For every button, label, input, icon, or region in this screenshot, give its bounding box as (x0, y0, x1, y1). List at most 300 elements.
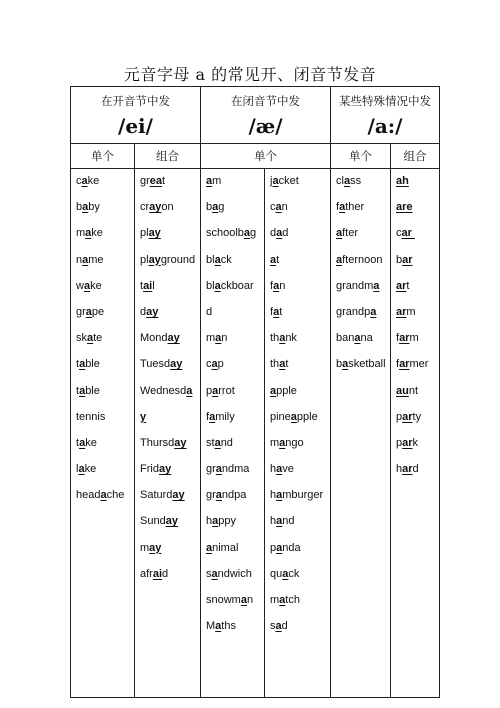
word-part: gr (76, 305, 86, 318)
word-item (270, 356, 330, 382)
word-part: che (106, 489, 125, 502)
word-item (76, 487, 134, 513)
word-part: pl (140, 227, 149, 240)
subheader-open-single: 单个 (71, 144, 135, 169)
word-part: m (76, 227, 86, 240)
word-item (336, 173, 390, 199)
word-part: rrot (218, 384, 235, 397)
word-part: f (206, 410, 210, 423)
highlighted-letters: ay (170, 358, 183, 371)
highlighted-letters: ar (402, 410, 413, 423)
word-item (140, 199, 200, 225)
column-open-single (71, 169, 135, 698)
word-item (140, 304, 200, 330)
word-item (206, 252, 264, 278)
word-part: nda (282, 541, 301, 554)
word-item (76, 409, 134, 435)
word-part: n (76, 253, 83, 266)
word-item (396, 199, 439, 225)
word-part: pl (140, 253, 149, 266)
highlighted-letters: a (85, 305, 92, 318)
column-open-combo (135, 169, 201, 698)
subheader-special-combo: 组合 (391, 144, 440, 169)
word-part: d (281, 620, 288, 633)
word-item (396, 304, 439, 330)
word-part: pple (276, 384, 297, 397)
highlighted-letters: a (270, 253, 277, 266)
word-part: th (270, 332, 280, 345)
highlighted-letters: ay (172, 489, 185, 502)
word-part: cr (140, 201, 150, 214)
word-part: snowm (206, 594, 241, 606)
word-item (140, 513, 200, 539)
word-part: l (76, 463, 79, 476)
word-part: ban (336, 332, 355, 345)
word-item (206, 540, 264, 566)
highlighted-letters: a (276, 515, 283, 528)
word-part: gr (206, 489, 216, 502)
highlighted-letters: ar (399, 358, 410, 371)
column-special-combo (391, 169, 440, 698)
word-item (396, 409, 439, 435)
highlighted-letters: a (211, 358, 218, 371)
highlighted-letters: a (336, 227, 343, 240)
word-item (396, 252, 439, 278)
word-item (206, 356, 264, 382)
highlighted-letters: ar (402, 253, 413, 266)
highlighted-letters: a (212, 515, 219, 528)
word-item (336, 199, 390, 225)
word-part: by (88, 201, 100, 214)
word-part: bl (206, 253, 215, 266)
highlighted-letters: a (279, 332, 286, 345)
word-part: j (270, 175, 273, 187)
highlighted-letters: a (273, 279, 280, 292)
word-item (140, 252, 200, 278)
word-part: n (246, 594, 254, 606)
word-item (140, 383, 200, 409)
word-part: b (396, 253, 403, 266)
word-part: b (206, 201, 213, 214)
word-part: nd (220, 436, 233, 449)
highlighted-letters: a (215, 620, 222, 633)
subheader-closed-single: 单个 (201, 144, 331, 169)
highlighted-letters: a (276, 541, 283, 554)
word-part: c (270, 201, 276, 214)
highlighted-letters: ea (149, 175, 163, 187)
word-part: d (162, 567, 169, 580)
word-part: sk (76, 332, 87, 345)
word-list (331, 169, 390, 383)
section-ipa-special: /a:/ (367, 114, 403, 138)
word-part: k (412, 436, 419, 449)
word-part: grandm (336, 279, 374, 292)
highlighted-letters: ar (401, 227, 415, 240)
word-item (396, 278, 439, 304)
word-item (270, 540, 330, 566)
highlighted-letters: a (214, 279, 221, 292)
word-item (270, 225, 330, 251)
word-part: cket (278, 175, 299, 187)
word-part: f (270, 305, 274, 318)
vowel-table (70, 86, 440, 698)
word-item (76, 304, 134, 330)
highlighted-letters: a (79, 384, 86, 397)
word-part: ngo (285, 436, 304, 449)
highlighted-letters: ah (396, 175, 409, 187)
word-part: m (212, 175, 222, 187)
word-item (396, 435, 439, 461)
word-item (270, 435, 330, 461)
section-header-row (71, 87, 440, 144)
highlighted-letters: a (215, 332, 222, 345)
word-part: c (396, 227, 402, 240)
word-part: Thursd (140, 436, 175, 449)
word-item (206, 330, 264, 356)
highlighted-letters: a (79, 436, 86, 449)
word-part: d (270, 227, 277, 240)
word-item (76, 252, 134, 278)
word-part: b (76, 201, 83, 214)
highlighted-letters: a (279, 594, 286, 606)
word-part: nk (285, 332, 297, 345)
highlighted-letters: ay (165, 515, 178, 528)
word-part: p (396, 410, 403, 423)
word-part: p (217, 358, 224, 371)
highlighted-letters: a (279, 436, 286, 449)
word-item (140, 409, 200, 435)
word-part: st (206, 436, 215, 449)
highlighted-letters: ay (167, 332, 180, 345)
word-item (140, 173, 200, 199)
column-closed-single-a (201, 169, 265, 698)
highlighted-letters: a (373, 279, 380, 292)
highlighted-letters: ai (152, 567, 163, 580)
word-item (76, 199, 134, 225)
word-item (140, 225, 200, 251)
word-item (336, 278, 390, 304)
word-part: m (270, 594, 280, 606)
highlighted-letters: a (206, 175, 213, 187)
section-ipa-closed: /æ/ (248, 114, 283, 138)
word-part: M (206, 620, 216, 633)
word-list (201, 169, 264, 644)
word-part: m (409, 332, 419, 345)
word-item (206, 199, 264, 225)
word-part: fternoon (342, 253, 383, 266)
highlighted-letters: are (396, 201, 413, 214)
word-item (336, 225, 390, 251)
highlighted-letters: a (240, 594, 247, 606)
word-part: p (270, 541, 277, 554)
word-part: m (140, 541, 150, 554)
word-part: ndwich (217, 567, 252, 580)
word-item (140, 278, 200, 304)
word-part: afr (140, 567, 153, 580)
highlighted-letters: a (81, 175, 88, 187)
highlighted-letters: a (85, 227, 92, 240)
highlighted-letters: a (212, 384, 219, 397)
word-item (396, 173, 439, 199)
word-item (140, 566, 200, 592)
word-part: tennis (76, 410, 106, 423)
word-part: schoolb (206, 227, 244, 240)
word-part: d (412, 463, 419, 476)
word-item (270, 330, 330, 356)
section-label-closed: 在闭音节中发 (231, 94, 300, 108)
highlighted-letters: a (78, 463, 85, 476)
word-item (206, 513, 264, 539)
highlighted-letters: ar (402, 463, 413, 476)
column-special-single (331, 169, 391, 698)
word-part: gr (140, 175, 150, 187)
word-part: f (270, 279, 274, 292)
word-part: d (282, 227, 289, 240)
highlighted-letters: a (186, 384, 193, 397)
word-part: fter (342, 227, 359, 240)
word-part: f (336, 201, 340, 214)
word-part: t (276, 253, 280, 266)
subheader-row (71, 144, 440, 169)
highlighted-letters: ar (396, 279, 407, 292)
word-part: h (396, 463, 403, 476)
highlighted-letters: a (354, 332, 361, 345)
highlighted-letters: ay (174, 436, 187, 449)
highlighted-letters: a (215, 489, 222, 502)
word-part: gr (206, 463, 216, 476)
word-item (140, 487, 200, 513)
word-part: ke (87, 175, 100, 187)
word-item (206, 487, 264, 513)
word-part: b (336, 358, 343, 371)
word-part: Sund (140, 515, 166, 528)
word-item (396, 356, 439, 382)
word-part: l (152, 279, 155, 292)
word-part: f (396, 332, 400, 345)
highlighted-letters: a (370, 305, 377, 318)
subheader-special-single: 单个 (331, 144, 391, 169)
highlighted-letters: ar (396, 305, 407, 318)
word-part: m (406, 305, 416, 318)
highlighted-letters: a (243, 227, 251, 240)
word-part: on (161, 201, 174, 214)
word-part: qu (270, 567, 283, 580)
word-item (76, 383, 134, 409)
word-part: ble (85, 384, 100, 397)
word-part: ss (350, 175, 362, 187)
word-part: cl (336, 175, 344, 187)
word-part: nt (408, 384, 419, 397)
highlighted-letters: a (343, 175, 351, 187)
word-part: Frid (140, 463, 159, 476)
word-item (206, 173, 264, 199)
word-part: ke (84, 463, 97, 476)
word-part: ndpa (221, 489, 247, 502)
word-part: th (270, 358, 280, 371)
highlighted-letters: a (82, 201, 89, 214)
word-part: grandp (336, 305, 371, 318)
highlighted-letters: a (276, 227, 283, 240)
word-part: f (396, 358, 400, 371)
word-item (206, 566, 264, 592)
highlighted-letters: a (214, 253, 221, 266)
highlighted-letters: a (79, 358, 86, 371)
word-item (396, 225, 439, 251)
word-item (206, 618, 264, 644)
word-part: ckboar (220, 279, 254, 292)
highlighted-letters: a (100, 489, 107, 502)
highlighted-letters: ay (149, 541, 162, 554)
word-part: p (206, 384, 213, 397)
highlighted-letters: a (276, 463, 283, 476)
word-part: t (406, 279, 410, 292)
word-item (270, 278, 330, 304)
word-part: t (140, 279, 144, 292)
highlighted-letters: ar (399, 332, 410, 345)
word-list (135, 169, 200, 592)
word-item (336, 304, 390, 330)
word-item (270, 304, 330, 330)
highlighted-letters: y (140, 410, 147, 423)
highlighted-letters: ay (149, 201, 162, 214)
highlighted-letters: ay (148, 227, 161, 240)
highlighted-letters: a (214, 436, 221, 449)
word-item (336, 330, 390, 356)
word-part: c (76, 175, 82, 187)
highlighted-letters: a (342, 358, 349, 371)
word-part: ther (345, 201, 365, 214)
word-part: g (250, 227, 257, 240)
word-part: g (218, 201, 225, 214)
word-item (270, 409, 330, 435)
word-part: h (270, 489, 277, 502)
word-part: m (206, 332, 216, 345)
section-header-open (71, 87, 201, 144)
word-part: nimal (212, 541, 239, 554)
word-part: n (221, 332, 228, 345)
word-item (76, 435, 134, 461)
highlighted-letters: ar (402, 436, 413, 449)
word-item (270, 592, 330, 618)
word-item (396, 461, 439, 487)
word-item (206, 225, 264, 251)
word-part: sketball (348, 358, 386, 371)
word-part: ppy (218, 515, 236, 528)
word-part: d (206, 305, 213, 318)
word-item (76, 330, 134, 356)
word-item (270, 461, 330, 487)
word-item (76, 173, 134, 199)
word-part: ty (412, 410, 422, 423)
word-item (206, 304, 264, 330)
word-item (76, 461, 134, 487)
word-item (76, 356, 134, 382)
highlighted-letters: a (282, 567, 289, 580)
word-part: mer (409, 358, 429, 371)
word-part: m (270, 436, 280, 449)
word-part: mily (215, 410, 235, 423)
word-item (206, 435, 264, 461)
word-part: ke (91, 227, 103, 240)
word-item (270, 513, 330, 539)
highlighted-letters: a (276, 489, 283, 502)
word-item (270, 173, 330, 199)
word-part: bl (206, 279, 215, 292)
word-item (206, 409, 264, 435)
document-title: 元音字母 a 的常见开、闭音节发音 (123, 65, 377, 84)
word-item (140, 461, 200, 487)
word-part: s (270, 620, 276, 633)
word-part: ke (85, 436, 97, 449)
word-part: t (76, 358, 80, 371)
word-item (270, 383, 330, 409)
word-item (270, 252, 330, 278)
word-part: t (279, 305, 283, 318)
section-label-special: 某些特殊情况中发 (339, 94, 431, 108)
highlighted-letters: au (396, 384, 409, 397)
word-part: h (270, 463, 277, 476)
word-item (140, 540, 200, 566)
word-part: na (360, 332, 373, 345)
highlighted-letters: a (275, 201, 282, 214)
word-part: mburger (282, 489, 324, 502)
word-part: t (162, 175, 166, 187)
highlighted-letters: a (290, 410, 297, 423)
word-part: n (281, 201, 288, 214)
word-part: p (396, 436, 403, 449)
word-part: pple (296, 410, 318, 423)
word-item (270, 618, 330, 644)
word-part: t (76, 436, 80, 449)
highlighted-letters: a (339, 201, 346, 214)
word-part: c (206, 358, 212, 371)
word-list (391, 169, 439, 487)
word-part: me (88, 253, 104, 266)
word-item (206, 592, 264, 618)
word-part: pe (91, 305, 105, 318)
word-part: te (93, 332, 103, 345)
word-item (140, 356, 200, 382)
word-part: nd (282, 515, 295, 528)
highlighted-letters: a (270, 384, 277, 397)
word-part: h (206, 515, 213, 528)
highlighted-letters: a (273, 305, 280, 318)
word-part: ck (288, 567, 300, 580)
word-item (206, 383, 264, 409)
highlighted-letters: a (82, 253, 89, 266)
word-item (140, 435, 200, 461)
word-list (265, 169, 330, 644)
word-part: tch (285, 594, 300, 606)
word-item (270, 199, 330, 225)
section-ipa-open: /ei/ (118, 114, 153, 138)
highlighted-letters: a (209, 410, 216, 423)
word-item (76, 278, 134, 304)
word-list (71, 169, 134, 513)
word-part: Saturd (140, 489, 173, 502)
highlighted-letters: a (211, 567, 218, 580)
word-item (140, 330, 200, 356)
word-part: ve (282, 463, 294, 476)
word-item (76, 225, 134, 251)
word-part: Tuesd (140, 358, 171, 371)
column-closed-single-b (265, 169, 331, 698)
word-list-row (71, 169, 440, 698)
word-part: head (76, 489, 101, 502)
word-part: Wednesd (140, 384, 187, 397)
word-part: h (270, 515, 277, 528)
word-item (206, 278, 264, 304)
